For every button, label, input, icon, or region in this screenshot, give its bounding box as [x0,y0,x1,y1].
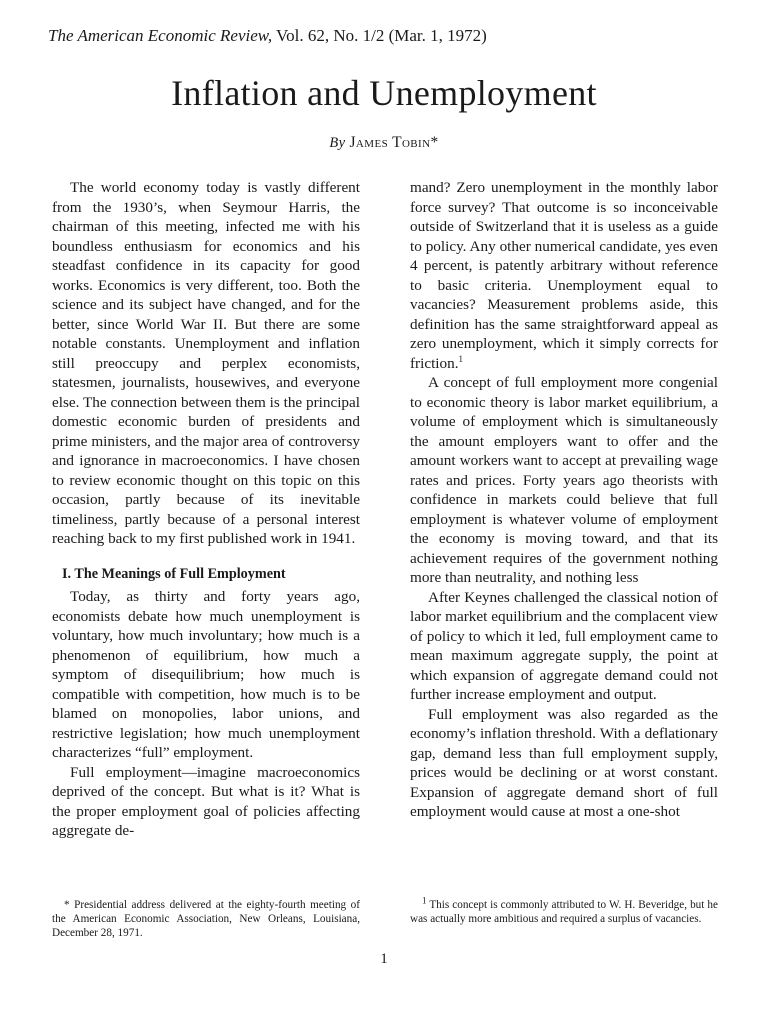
footnote-ref-1[interactable]: 1 [458,353,463,364]
paragraph-labor-market: A concept of full employment more congenial to economic theory is labor market equilibrium, a volume of employment which is simultaneously the amount employers want to offer and the amount workers want to accept at prevailing wage rates and prices. Forty years ago theorists with confidence in markets could believe that full employment is whatever volume of employment the economy is moving toward, and that its achievement requires of the government nothing more than neutrality, and nothing less [410,374,718,586]
paragraph-keynes: After Keynes challenged the classical notion of labor market equilibrium and the complacent view of policy to which it led, full employment came to mean maximum aggregate supply, the point at which expansion of aggregate demand could not further increase employment and output. [410,588,718,703]
footnote-1 [410,895,718,926]
journal-name: The American Economic Review, [48,26,273,45]
paragraph-demand-text: mand? Zero unemployment in the monthly labor force survey? That outcome is so inconceivable outside of Switzerland that it is useless as a guide to policy. Any other numerical candidate, yes even 4 percent, is patently arbitrary without reference to basic criteria. Unemployment equal to vacancies? Measurement problems aside, this definition has the same straightforward appeal as zero unemployment, which it simply corrects for friction. [410,179,718,372]
page-number: 1 [380,951,388,967]
journal-citation [48,26,728,46]
author-name: James Tobin* [349,134,439,151]
paragraph-debate: Today, as thirty and forty years ago, economists debate how much unemployment is voluntary, how much involuntary; how much is a phenomenon of equilibrium, how much a symptom of disequilibrium; how much is compatible with competition, how much is to be blamed on monopolies, labor unions, and restrictive legislation; how much unemployment characterizes “full” employment. [52,588,360,761]
footnote-1-text: This concept is commonly attributed to W. H. Beveridge, but he was actually more ambitious and required a surplus of vacancies. [410,899,718,925]
article-title: Inflation and Unemployment [171,73,597,113]
left-column [52,178,360,841]
journal-issue: Vol. 62, No. 1/2 (Mar. 1, 1972) [276,26,487,45]
footnote-1-body [410,895,718,926]
footnote-author [52,898,360,940]
paragraph-inflation-threshold: Full employment was also regarded as the economy’s inflation threshold. With a deflationary gap, demand less than full employment supply, prices would be declining or at worst constant. Expansion of aggregate demand short of full employment would cause at most a one-shot [410,705,718,820]
byline-by: By [329,135,346,151]
paragraph-demand [410,178,718,373]
footnote-author-text: * Presidential address delivered at the eighty-fourth meeting of the American Economic Association, New Orleans, Louisiana, December 28, 1971. [52,899,360,939]
paragraph-full-employment: Full employment—imagine macroeconomics deprived of the concept. But what is it? What is the proper employment goal of policies affecting aggregate de- [52,763,360,839]
footnote-1-marker: 1 [422,895,427,906]
section-heading: I. The Meanings of Full Employment [62,565,286,582]
intro-paragraph: The world economy today is vastly different from the 1930’s, when Seymour Harris, the chairman of this meeting, infected me with his boundless enthusiasm for economics and his steadfast confidence in its capacity for good works. Economics is very different, too. Both the science and its subject have changed, and for the better, since World War II. But there are some notable constants. Unemployment and inflation still preoccupy and perplex economists, statesmen, journalists, housewives, and everyone else. The connection between them is the principal domestic economic burden of presidents and prime ministers, and the major area of controversy and ignorance in macroeconomics. I have chosen to review economic thought on this topic on this occasion, partly because of its inevitable timeliness, partly because of a personal interest reaching back to my first published work in 1941. [52,179,360,547]
byline [0,134,768,152]
right-column [410,178,718,822]
